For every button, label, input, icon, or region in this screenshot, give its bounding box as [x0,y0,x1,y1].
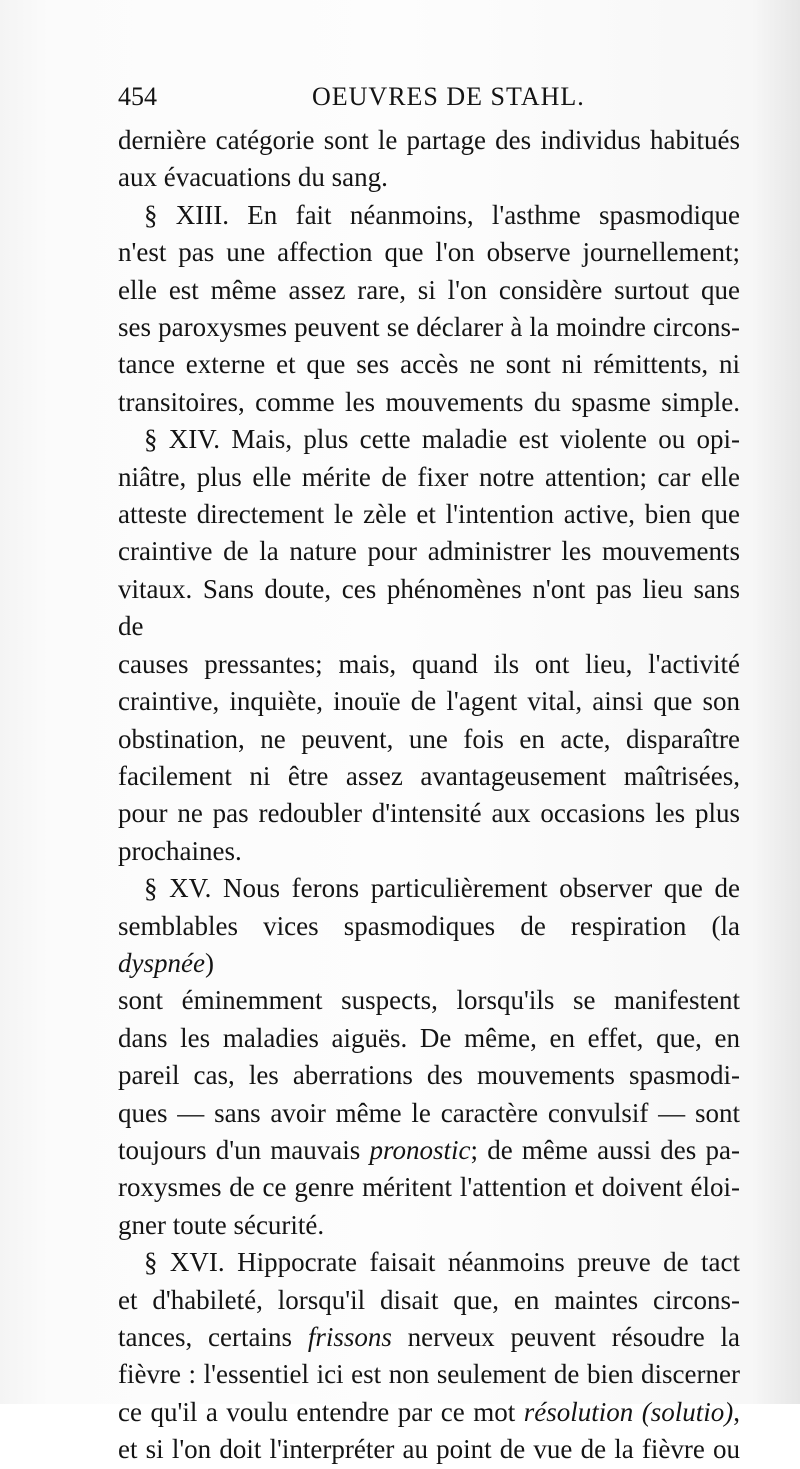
text-line: atteste directement le zèle et l'intention active, bien que [118,499,740,530]
text-line: dans les maladies aiguës. De même, en effet, que, en [118,1022,740,1053]
text-line: ce qu'il a voulu entendre par ce mot résolution (solutio), [118,1396,741,1427]
body-text [118,122,740,1469]
text-line: et d'habileté, lorsqu'il disait que, en maintes circons- [118,1284,740,1315]
text-line: facilement ni être assez avantageusement maîtrisées, [118,760,740,791]
page-header [118,82,740,116]
text-line: obstination, ne peuvent, une fois en acte, disparaître [118,723,740,754]
section-xiii-line: § XIII. En fait néanmoins, l'asthme spasmodique [144,199,740,230]
text-line: pareil cas, les aberrations des mouvements spasmodi- [118,1060,740,1091]
section-xvi-line: § XVI. Hippocrate faisait néanmoins preuve de tact [144,1247,740,1278]
text-line: toujours d'un mauvais pronostic; de même aussi des pa- [118,1134,740,1165]
italic-term: résolution (solutio) [523,1396,734,1427]
text-line: vitaux. Sans doute, ces phénomènes n'ont pas lieu sans de [118,573,740,642]
text-line: aux évacuations du sang. [118,162,388,193]
text-line: et si l'on doit l'interpréter au point de vue de la fièvre ou [118,1434,740,1465]
text-line: fièvre : l'essentiel ici est non seulement de bien discerner [118,1359,740,1390]
text-line: craintive, inquiète, inouïe de l'agent vital, ainsi que son [118,686,740,717]
italic-term: pronostic [369,1134,471,1165]
text-line: sont éminemment suspects, lorsqu'ils se manifestent [118,985,740,1016]
text-line: roxysmes de ce genre méritent l'attention et doivent éloi- [118,1172,740,1203]
text-line: transitoires, comme les mouvements du spasme simple. [118,386,740,417]
text-line: tance externe et que ses accès ne sont ni rémittents, ni [118,349,740,380]
text-line: prochaines. [118,835,242,866]
text-line: craintive de la nature pour administrer les mouvements [118,536,740,567]
text-line: semblables vices spasmodiques de respiration (la dyspnée) [118,910,740,978]
text-line: causes pressantes; mais, quand ils ont lieu, l'activité [118,648,740,679]
text-line: dernière catégorie sont le partage des individus habitués [118,125,740,155]
text-line: gner toute sécurité. [118,1209,325,1240]
text-line: pour ne pas redoubler d'intensité aux occasions les plus [118,798,740,829]
italic-term: frissons [307,1322,392,1352]
page-number: 454 [118,82,157,111]
text-line: niâtre, plus elle mérite de fixer notre attention; car elle [118,461,740,492]
section-xv-line: § XV. Nous ferons particulièrement observer que de [144,873,740,904]
section-xiv-line: § XIV. Mais, plus cette maladie est violente ou opi- [144,424,740,455]
text-line: tances, certains frissons nerveux peuvent résoudre la [118,1322,741,1352]
running-title: OEUVRES DE STAHL. [312,82,585,111]
text-line: ses paroxysmes peuvent se déclarer à la moindre circons- [118,312,740,343]
text-line: elle est même assez rare, si l'on considère surtout que [118,274,740,305]
text-line: n'est pas une affection que l'on observe journellement; [118,237,740,268]
italic-term: dyspnée [118,947,205,978]
text-line: ques — sans avoir même le caractère convulsif — sont [118,1097,740,1128]
